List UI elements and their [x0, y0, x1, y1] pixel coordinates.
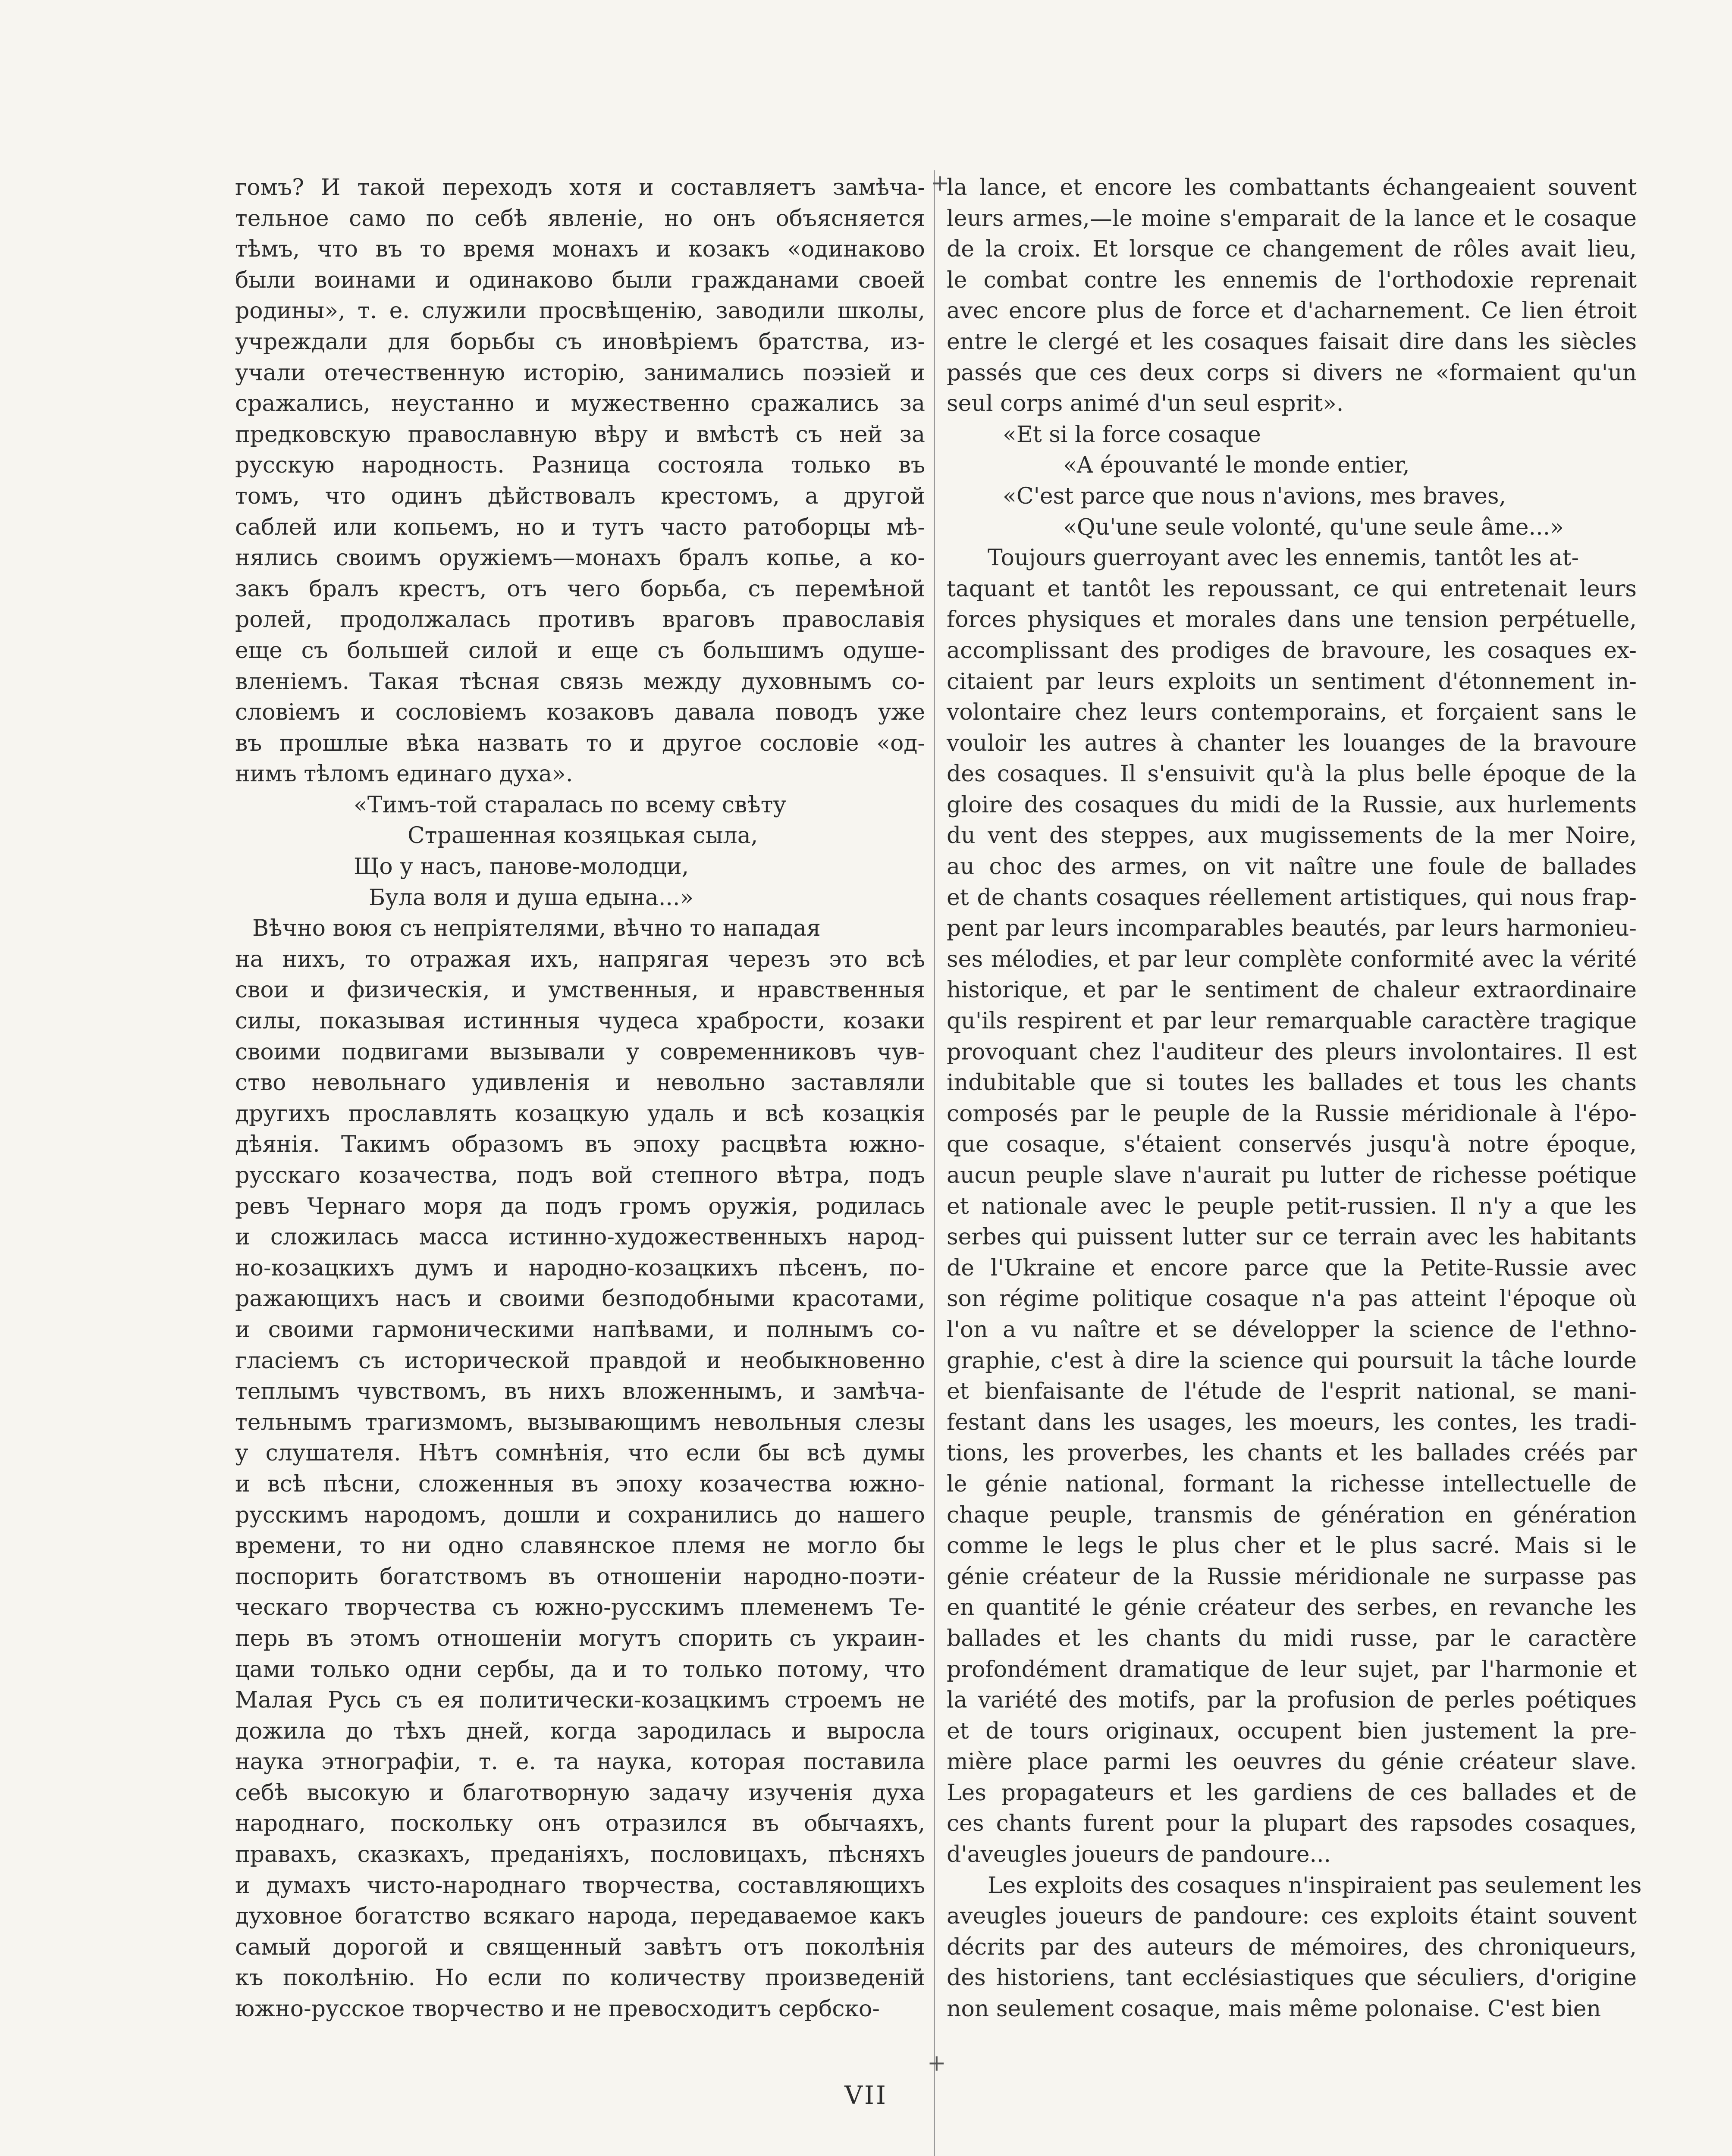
russian-text-line: и сложилась масса истинно-художественныхъ народ-	[235, 1224, 925, 1250]
russian-text-line: «Тимъ-той старалась по всему свѣту	[354, 792, 787, 818]
french-text-line: provoquant chez l'auditeur des pleurs involontaires. Il est	[947, 1039, 1637, 1065]
french-text-line: aucun peuple slave n'aurait pu lutter de richesse poétique	[947, 1163, 1637, 1188]
french-text-line: et nationale avec le peuple petit-russien. Il n'y a que les	[947, 1193, 1637, 1219]
russian-text-line: свои и физическія, и умственныя, и нравственныя	[235, 977, 925, 1003]
column-divider	[934, 170, 935, 2156]
russian-text-line: нимъ тѣломъ единаго духа».	[235, 761, 573, 787]
russian-text-line: и думахъ чисто-народнаго творчества, составляющихъ	[235, 1872, 925, 1899]
french-text-line: au choc des armes, on vit naître une foule de ballades	[947, 854, 1637, 880]
french-text-line: serbes qui puissent lutter sur ce terrain avec les habitants	[947, 1224, 1637, 1250]
french-text-line: seul corps animé d'un seul esprit».	[947, 391, 1344, 417]
russian-text-line: тельнымъ трагизмомъ, вызывающимъ невольныя слезы	[235, 1409, 925, 1435]
russian-text-line: ство невольнаго удивленія и невольно заставляли	[235, 1070, 925, 1096]
french-text-line: et de tours originaux, occupent bien justement la pre-	[947, 1718, 1637, 1744]
french-text-line: et de chants cosaques réellement artistiques, qui nous frap-	[947, 884, 1637, 911]
russian-text-line: теплымъ чувствомъ, въ нихъ вложеннымъ, и замѣча-	[235, 1379, 925, 1405]
russian-text-line: но-козацкихъ думъ и народно-козацкихъ пѣсенъ, по-	[235, 1255, 925, 1281]
russian-text-line: родины», т. е. служили просвѣщенію, заводили школы,	[235, 298, 925, 324]
russian-text-line: Вѣчно воюя съ непріятелями, вѣчно то нападая	[252, 915, 821, 942]
russian-text-line: ражающихъ насъ и своими безподобными красотами,	[235, 1286, 925, 1312]
russian-text-line: учали отечественную исторію, занимались поэзіей и	[235, 360, 925, 386]
french-text-line: Les exploits des cosaques n'inspiraient pas seulement les	[988, 1872, 1642, 1899]
french-text-line: graphie, c'est à dire la science qui poursuit la tâche lourde	[947, 1348, 1637, 1374]
french-text-line: festant dans les usages, les moeurs, les contes, les tradi-	[947, 1409, 1637, 1435]
russian-text-line: народнаго, поскольку онъ отразился въ обычаяхъ,	[235, 1811, 925, 1837]
russian-text-line: гласіемъ съ исторической правдой и необыкновенно	[235, 1348, 925, 1374]
french-text-line: forces physiques et morales dans une tension perpétuelle,	[947, 607, 1637, 633]
russian-text-line: и своими гармоническими напѣвами, и полнымъ со-	[235, 1316, 925, 1343]
french-text-line: «C'est parce que nous n'avions, mes braves,	[1003, 483, 1506, 509]
russian-text-line: на нихъ, то отражая ихъ, напрягая черезъ это всѣ	[235, 946, 925, 972]
french-text-line: la lance, et encore les combattants échangeaient souvent	[947, 175, 1637, 201]
right-column-french	[947, 172, 1642, 2025]
french-text-line: chaque peuple, transmis de génération en génération	[947, 1502, 1637, 1528]
russian-text-line: словіемъ и сословіемъ козаковъ давала поводъ уже	[235, 699, 925, 726]
french-text-line: le génie national, formant la richesse intellectuelle de	[947, 1471, 1637, 1497]
french-text-line: ballades et les chants du midi russe, par le caractère	[947, 1625, 1637, 1651]
french-text-line: «A épouvanté le monde entier,	[1063, 452, 1410, 479]
french-text-line: entre le clergé et les cosaques faisait dire dans les siècles	[947, 329, 1637, 355]
russian-text-line: южно-русское творчество и не превосходитъ сербско-	[235, 1996, 880, 2022]
french-text-line: de l'Ukraine et encore parce que la Petite-Russie avec	[947, 1255, 1637, 1281]
russian-text-line: и всѣ пѣсни, сложенныя въ эпоху козачества южно-	[235, 1471, 925, 1497]
french-text-line: volontaire chez leurs contemporains, et forçaient sans le	[947, 699, 1637, 726]
russian-text-line: перь въ этомъ отношеніи могутъ спорить съ украин-	[235, 1625, 925, 1651]
russian-text-line: времени, то ни одно славянское племя не могло бы	[235, 1533, 925, 1559]
russian-text-line: ролей, продолжалась противъ враговъ православія	[235, 607, 925, 633]
french-text-line: son régime politique cosaque n'a pas atteint l'époque où	[947, 1286, 1637, 1312]
french-text-line: Toujours guerroyant avec les ennemis, tantôt les at-	[988, 545, 1579, 571]
russian-text-line: силы, показывая истинныя чудеса храбрости, козаки	[235, 1008, 925, 1034]
russian-text-line: были воинами и одинаково были гражданами своей	[235, 267, 925, 293]
russian-text-line: въ прошлые вѣка назвать то и другое сословіе «од-	[235, 730, 925, 756]
russian-text-line: русскимъ народомъ, дошли и сохранились до нашего	[235, 1502, 925, 1528]
french-text-line: ses mélodies, et par leur complète conformité avec la vérité	[947, 946, 1637, 972]
russian-text-line: правахъ, сказкахъ, преданіяхъ, пословицахъ, пѣсняхъ	[235, 1842, 925, 1868]
russian-text-line: къ поколѣнію. Но если по количеству произведеній	[235, 1965, 925, 1991]
left-column-russian	[235, 172, 925, 2025]
french-text-line: avec encore plus de force et d'acharnement. Ce lien étroit	[947, 298, 1637, 324]
french-text-line: indubitable que si toutes les ballades et tous les chants	[947, 1070, 1637, 1096]
french-text-line: du vent des steppes, aux mugissements de la mer Noire,	[947, 823, 1637, 849]
russian-text-line: дѣянія. Такимъ образомъ въ эпоху расцвѣта южно-	[235, 1131, 925, 1158]
french-text-line: ces chants furent pour la plupart des rapsodes cosaques,	[947, 1811, 1637, 1837]
russian-text-line: Страшенная козяцькая сыла,	[408, 823, 758, 849]
russian-text-line: Була воля и душа едына...»	[369, 884, 694, 911]
russian-text-line: русскую народность. Разница состояла только въ	[235, 452, 925, 479]
french-text-line: le combat contre les ennemis de l'orthodoxie reprenait	[947, 267, 1637, 293]
russian-text-line: себѣ высокую и благотворную задачу изученія духа	[235, 1780, 925, 1806]
french-text-line: qu'ils respirent et par leur remarquable caractère tragique	[947, 1008, 1637, 1034]
page-number: VII	[844, 2081, 888, 2110]
russian-text-line: гомъ? И такой переходъ хотя и составляетъ замѣча-	[235, 175, 925, 201]
french-text-line: gloire des cosaques du midi de la Russie, aux hurlements	[947, 792, 1637, 818]
russian-text-line: тельное само по себѣ явленіе, но онъ объясняется	[235, 205, 925, 232]
french-text-line: comme le legs le plus cher et le plus sacré. Mais si le	[947, 1533, 1637, 1559]
russian-text-line: наука этнографіи, т. е. та наука, которая поставила	[235, 1749, 925, 1775]
french-text-line: non seulement cosaque, mais même polonaise. C'est bien	[947, 1996, 1601, 2022]
french-text-line: et bienfaisante de l'étude de l'esprit national, se mani-	[947, 1379, 1637, 1405]
russian-text-line: тѣмъ, что въ то время монахъ и козакъ «одинаково	[235, 236, 925, 263]
french-text-line: en quantité le génie créateur des serbes, en revanche les	[947, 1595, 1637, 1621]
french-text-line: tions, les proverbes, les chants et les ballades créés par	[947, 1440, 1637, 1467]
french-text-line: de la croix. Et lorsque ce changement de rôles avait lieu,	[947, 236, 1637, 263]
french-text-line: passés que ces deux corps si divers ne «formaient qu'un	[947, 360, 1637, 386]
french-text-line: pent par leurs incomparables beautés, par leurs harmonieu-	[947, 915, 1637, 942]
russian-text-line: сражались, неустанно и мужественно сражались за	[235, 391, 925, 417]
french-text-line: décrits par des auteurs de mémoires, des chroniqueurs,	[947, 1934, 1637, 1960]
russian-text-line: ческаго творчества съ южно-русскимъ племенемъ Те-	[235, 1595, 925, 1621]
french-text-line: d'aveugles joueurs de pandoure...	[947, 1842, 1331, 1868]
french-text-line: des cosaques. Il s'ensuivit qu'à la plus belle époque de la	[947, 761, 1637, 787]
russian-text-line: своими подвигами вызывали у современниковъ чув-	[235, 1039, 925, 1065]
french-text-line: l'on a vu naître et se développer la science de l'ethno-	[947, 1316, 1637, 1343]
cross-mark-top: +	[931, 170, 950, 196]
cross-mark-bottom: +	[927, 2050, 946, 2076]
french-text-line: accomplissant des prodiges de bravoure, les cosaques ex-	[947, 637, 1637, 664]
russian-text-line: предковскую православную вѣру и вмѣстѣ съ ней за	[235, 421, 925, 448]
french-text-line: «Qu'une seule volonté, qu'une seule âme...»	[1063, 514, 1564, 540]
french-text-line: taquant et tantôt les repoussant, ce qui entretenait leurs	[947, 576, 1637, 602]
russian-text-line: нялись своимъ оружіемъ—монахъ бралъ копье, а ко-	[235, 545, 925, 571]
french-text-line: composés par le peuple de la Russie méridionale à l'épo-	[947, 1100, 1637, 1127]
french-text-line: profondément dramatique de leur sujet, par l'harmonie et	[947, 1656, 1637, 1683]
russian-text-line: духовное богатство всякаго народа, передаваемое какъ	[235, 1903, 925, 1930]
russian-text-line: русскаго козачества, подъ вой степного вѣтра, подъ	[235, 1163, 925, 1188]
russian-text-line: Малая Русь съ ея политически-козацкимъ строемъ не	[235, 1687, 925, 1714]
russian-text-line: ревъ Чернаго моря да подъ громъ оружія, родилась	[235, 1193, 925, 1219]
russian-text-line: Що у насъ, панове-молодци,	[354, 854, 689, 880]
french-text-line: aveugles joueurs de pandoure: ces exploits étaint souvent	[947, 1903, 1637, 1930]
french-text-line: des historiens, tant ecclésiastiques que séculiers, d'origine	[947, 1965, 1637, 1991]
french-text-line: «Et si la force cosaque	[1003, 421, 1261, 448]
russian-text-line: саблей или копьемъ, но и тутъ часто ратоборцы мѣ-	[235, 514, 925, 540]
french-text-line: citaient par leurs exploits un sentiment d'étonnement in-	[947, 668, 1637, 695]
russian-text-line: другихъ прославлять козацкую удаль и всѣ козацкія	[235, 1100, 925, 1127]
russian-text-line: у слушателя. Нѣтъ сомнѣнія, что если бы всѣ думы	[235, 1440, 925, 1467]
french-text-line: la variété des motifs, par la profusion de perles poétiques	[947, 1687, 1637, 1714]
french-text-line: vouloir les autres à chanter les louanges de la bravoure	[947, 730, 1637, 756]
russian-text-line: учреждали для борьбы съ иновѣріемъ братства, из-	[235, 329, 925, 355]
russian-text-line: цами только одни сербы, да и то только потому, что	[235, 1656, 925, 1683]
russian-text-line: поспорить богатствомъ въ отношеніи народно-поэти-	[235, 1564, 925, 1590]
russian-text-line: закъ бралъ крестъ, отъ чего борьба, съ перемѣной	[235, 576, 925, 602]
russian-text-line: дожила до тѣхъ дней, когда зародилась и выросла	[235, 1718, 925, 1744]
french-text-line: Les propagateurs et les gardiens de ces ballades et de	[947, 1780, 1637, 1806]
russian-text-line: самый дорогой и священный завѣтъ отъ поколѣнія	[235, 1934, 925, 1960]
french-text-line: mière place parmi les oeuvres du génie créateur slave.	[947, 1749, 1637, 1775]
french-text-line: que cosaque, s'étaient conservés jusqu'à notre époque,	[947, 1131, 1637, 1158]
french-text-line: leurs armes,—le moine s'emparait de la lance et le cosaque	[947, 205, 1637, 232]
russian-text-line: вленіемъ. Такая тѣсная связь между духовнымъ со-	[235, 668, 925, 695]
french-text-line: historique, et par le sentiment de chaleur extraordinaire	[947, 977, 1637, 1003]
russian-text-line: томъ, что одинъ дѣйствовалъ крестомъ, а другой	[235, 483, 925, 509]
french-text-line: génie créateur de la Russie méridionale ne surpasse pas	[947, 1564, 1637, 1590]
russian-text-line: еще съ большей силой и еще съ большимъ одуше-	[235, 637, 925, 664]
